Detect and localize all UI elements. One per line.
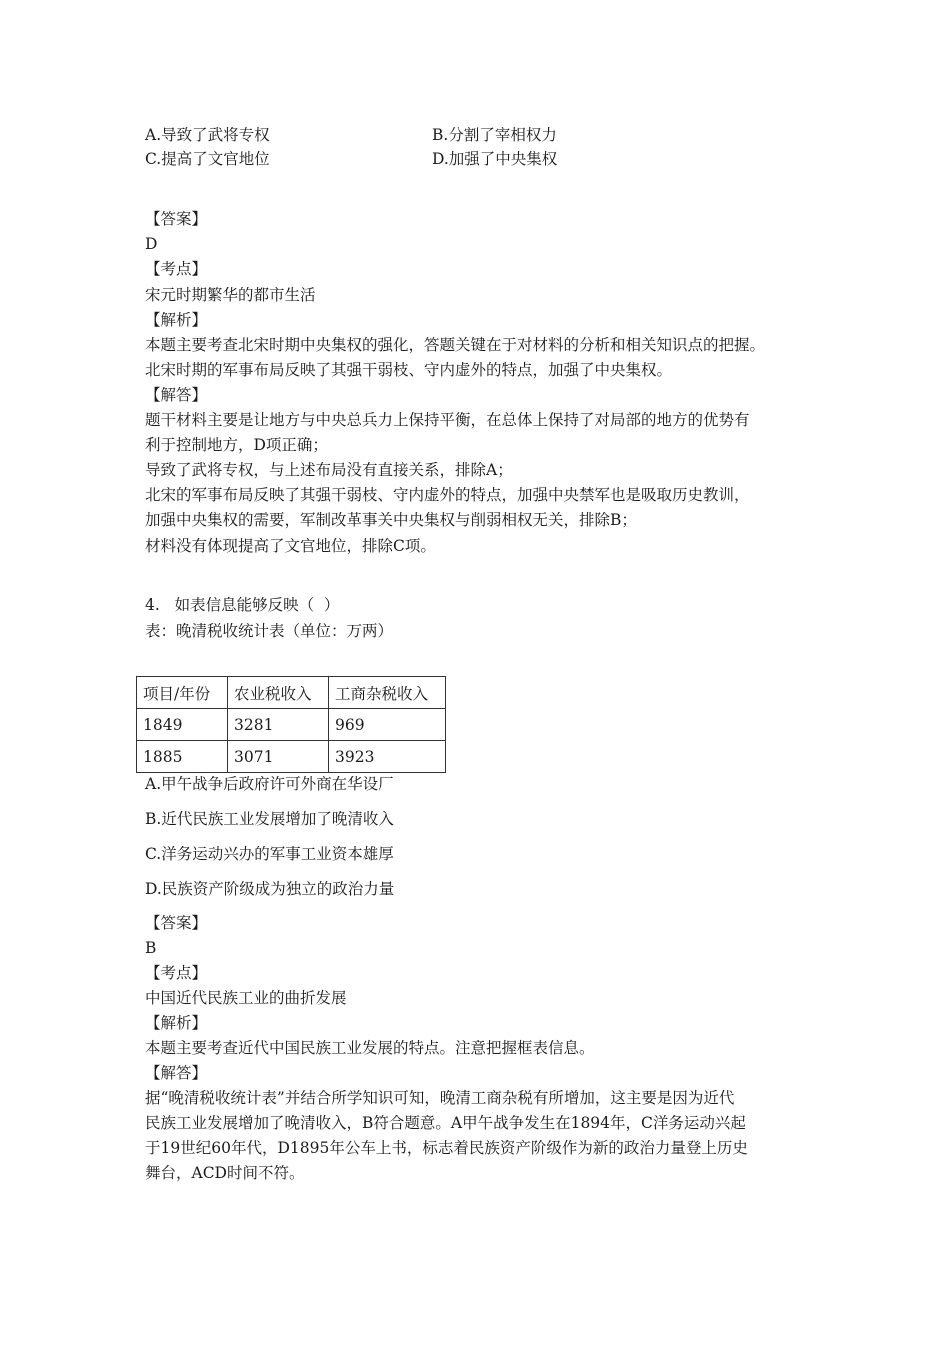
q3-point-label: 【考点】 xyxy=(145,260,208,278)
q3-analysis-line: 本题主要考查北宋时期中央集权的强化，答题关键在于对材料的分析和相关知识点的把握。 xyxy=(145,336,766,354)
q4-solution-line: 于19世纪60年代，D1895年公车上书，标志着民族资产阶级作为新的政治力量登上历史 xyxy=(145,1139,748,1157)
q4-answer: B xyxy=(145,939,157,957)
q4-option-b: B.近代民族工业发展增加了晚清收入 xyxy=(145,810,394,828)
table-header-cell: 项目/年份 xyxy=(137,677,228,709)
q3-analysis-label: 【解析】 xyxy=(145,311,208,329)
q4-point-label: 【考点】 xyxy=(145,964,208,982)
q3-solution-line: 北宋的军事布局反映了其强干弱枝、守内虚外的特点，加强中央禁军也是吸取历史教训， xyxy=(145,486,750,504)
tax-table xyxy=(136,676,446,773)
table-row xyxy=(137,709,446,741)
q3-solution-line: 题干材料主要是让地方与中央总兵力上保持平衡，在总体上保持了对局部的地方的优势有 xyxy=(145,411,750,429)
table-row xyxy=(137,741,446,773)
q4-analysis-label: 【解析】 xyxy=(145,1014,208,1032)
table-cell: 3281 xyxy=(228,709,329,741)
table-cell: 3071 xyxy=(228,741,329,773)
q4-stem: 4. 如表信息能够反映（ ） xyxy=(145,596,340,614)
q3-answer: D xyxy=(145,235,158,253)
q4-answer-label: 【答案】 xyxy=(145,914,208,932)
q3-option-c: C.提高了文官地位 xyxy=(145,150,270,168)
table-cell: 3923 xyxy=(329,741,446,773)
q3-option-b: B.分割了宰相权力 xyxy=(432,126,557,144)
q3-solution-line: 加强中央集权的需要，军制改革事关中央集权与削弱相权无关，排除B； xyxy=(145,511,637,529)
table-header-cell: 农业税收入 xyxy=(228,677,329,709)
table-cell: 1885 xyxy=(137,741,228,773)
q3-answer-label: 【答案】 xyxy=(145,210,208,228)
table-header-cell: 工商杂税收入 xyxy=(329,677,446,709)
q4-solution-line: 据“晚清税收统计表”并结合所学知识可知，晚清工商杂税有所增加，这主要是因为近代 xyxy=(145,1089,735,1107)
q3-solution-line: 利于控制地方，D项正确； xyxy=(145,436,328,454)
q4-analysis-line: 本题主要考查近代中国民族工业发展的特点。注意把握框表信息。 xyxy=(145,1039,595,1057)
q3-solution-label: 【解答】 xyxy=(145,386,208,404)
q4-solution-line: 舞台，ACD时间不符。 xyxy=(145,1164,305,1182)
table-header-row xyxy=(137,677,446,709)
q3-solution-line: 材料没有体现提高了文官地位，排除C项。 xyxy=(145,537,436,555)
q4-option-c: C.洋务运动兴办的军事工业资本雄厚 xyxy=(145,845,394,863)
q3-analysis-line: 北宋时期的军事布局反映了其强干弱枝、守内虚外的特点，加强了中央集权。 xyxy=(145,361,673,379)
q4-table-caption: 表：晚清税收统计表（单位：万两） xyxy=(145,622,394,640)
q3-option-a: A.导致了武将专权 xyxy=(145,126,270,144)
q4-option-d: D.民族资产阶级成为独立的政治力量 xyxy=(145,880,395,898)
q4-solution-label: 【解答】 xyxy=(145,1064,208,1082)
table-cell: 969 xyxy=(329,709,446,741)
q3-option-d: D.加强了中央集权 xyxy=(432,150,558,168)
q3-solution-line: 导致了武将专权，与上述布局没有直接关系，排除A； xyxy=(145,461,513,479)
q4-point: 中国近代民族工业的曲折发展 xyxy=(145,989,347,1007)
q3-point: 宋元时期繁华的都市生活 xyxy=(145,286,316,304)
q4-solution-line: 民族工业发展增加了晚清收入，B符合题意。A甲午战争发生在1894年，C洋务运动兴起 xyxy=(145,1114,746,1132)
q4-option-a: A.甲午战争后政府许可外商在华设厂 xyxy=(145,775,394,793)
table-cell: 1849 xyxy=(137,709,228,741)
